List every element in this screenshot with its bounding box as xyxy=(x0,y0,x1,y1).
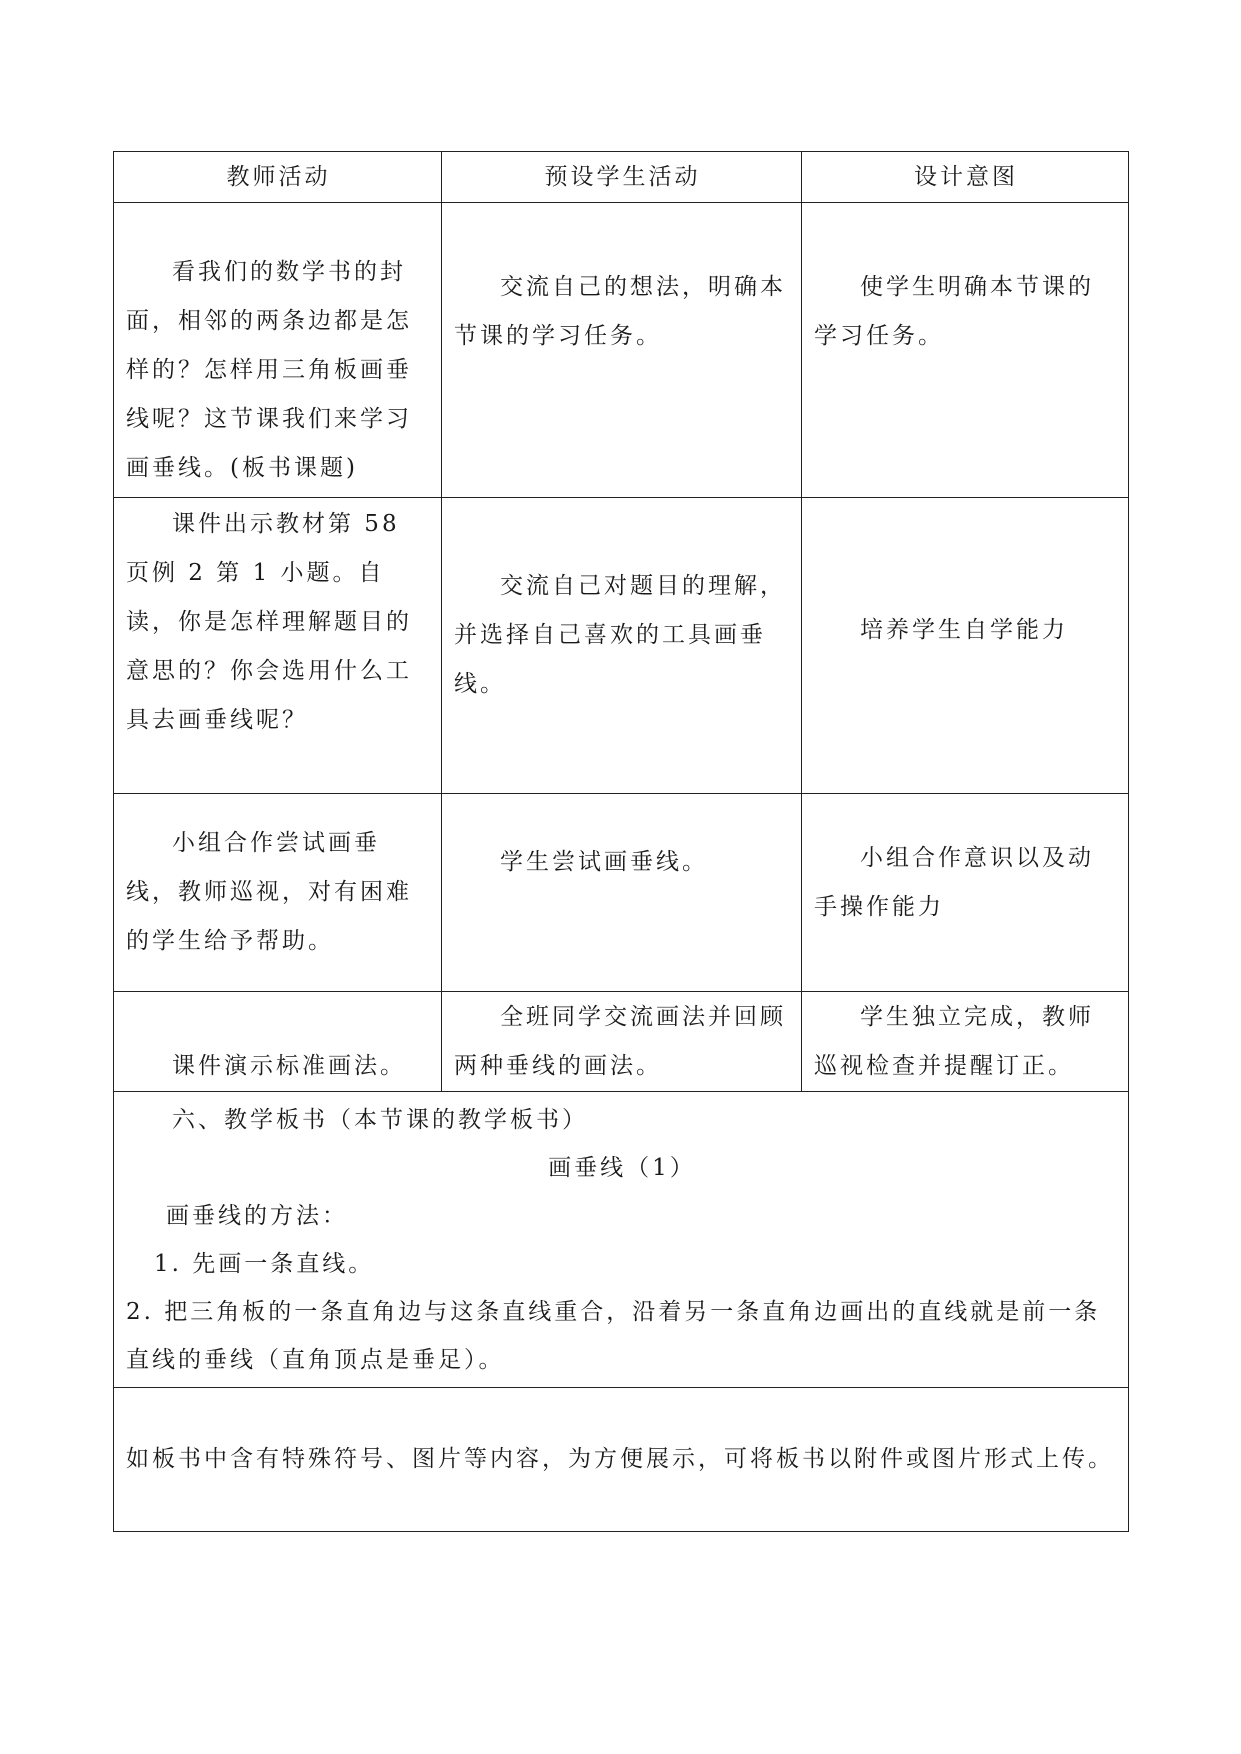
teacher-activity-cell: 课件演示标准画法。 xyxy=(114,992,442,1092)
student-activity-cell: 学生尝试画垂线。 xyxy=(442,794,802,992)
note-row xyxy=(114,1388,1129,1532)
student-activity-cell: 交流自己对题目的理解，并选择自己喜欢的工具画垂线。 xyxy=(442,498,802,794)
board-section-title: 六、教学板书（本节课的教学板书） xyxy=(172,1106,588,1133)
table-row xyxy=(114,992,1129,1092)
student-activity-cell: 交流自己的想法，明确本节课的学习任务。 xyxy=(442,203,802,498)
design-intent-cell: 使学生明确本节课的学习任务。 xyxy=(802,203,1129,498)
table-header-row xyxy=(114,152,1129,203)
teacher-activity-cell: 看我们的数学书的封面，相邻的两条边都是怎样的？怎样用三角板画垂线呢？这节课我们来学习画垂线。(板书课题) xyxy=(114,203,442,498)
lesson-page xyxy=(113,151,1128,1532)
header-student-activity: 预设学生活动 xyxy=(442,152,802,203)
table-row xyxy=(114,794,1129,992)
design-intent-cell: 学生独立完成，教师巡视检查并提醒订正。 xyxy=(802,992,1129,1092)
lesson-table xyxy=(113,151,1129,1532)
board-step-2: 2. 把三角板的一条直角边与这条直线重合，沿着另一条直角边画出的直线就是前一条直线的垂线（直角顶点是垂足）。 xyxy=(126,1298,1101,1373)
teacher-activity-cell: 课件出示教材第 58 页例 2 第 1 小题。自读，你是怎样理解题目的意思的？你会选用什么工具去画垂线呢？ xyxy=(114,498,442,794)
student-activity-cell: 全班同学交流画法并回顾两种垂线的画法。 xyxy=(442,992,802,1092)
board-section xyxy=(114,1092,1129,1388)
design-intent-cell: 小组合作意识以及动手操作能力 xyxy=(802,794,1129,992)
design-intent-cell: 培养学生自学能力 xyxy=(802,498,1129,794)
teacher-activity-cell: 小组合作尝试画垂线，教师巡视，对有困难的学生给予帮助。 xyxy=(114,794,442,992)
header-design-intent: 设计意图 xyxy=(802,152,1129,203)
header-teacher-activity: 教师活动 xyxy=(114,152,442,203)
board-title: 画垂线（1） xyxy=(548,1154,696,1181)
board-step-1: 1. 先画一条直线。 xyxy=(154,1250,375,1277)
board-method-label: 画垂线的方法： xyxy=(166,1202,348,1229)
board-section-row xyxy=(114,1092,1129,1388)
table-row xyxy=(114,203,1129,498)
upload-note: 如板书中含有特殊符号、图片等内容，为方便展示，可将板书以附件或图片形式上传。 xyxy=(114,1388,1129,1532)
table-row xyxy=(114,498,1129,794)
